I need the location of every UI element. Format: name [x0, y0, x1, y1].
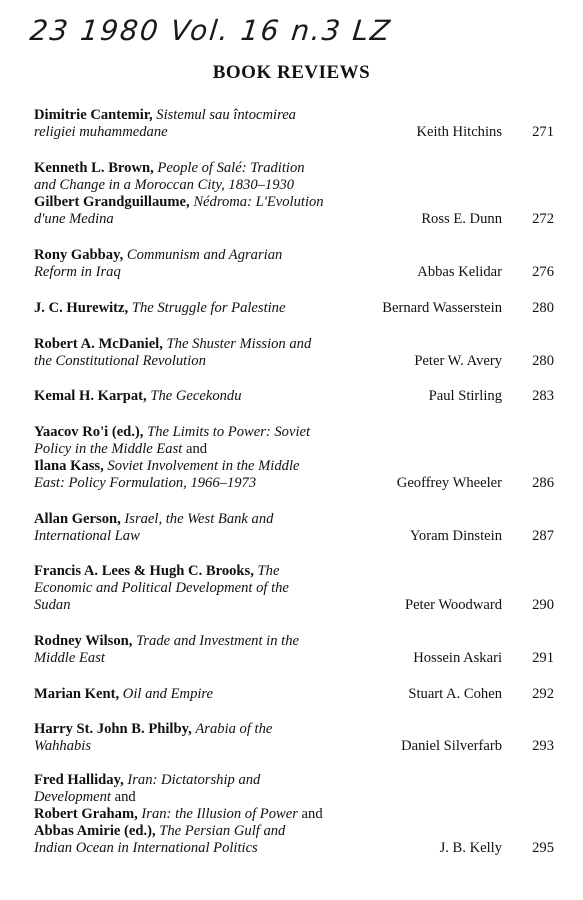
- reviewer-name: Paul Stirling: [428, 388, 502, 404]
- author-name: Robert A. McDaniel,: [34, 336, 167, 352]
- review-book-info: [34, 633, 374, 667]
- review-entry: [34, 247, 564, 281]
- author-name: Rodney Wilson,: [34, 633, 137, 649]
- review-line: [34, 511, 374, 528]
- review-line: [34, 107, 374, 124]
- review-entry: [34, 563, 564, 614]
- book-title: Wahhabis: [34, 738, 92, 754]
- review-book-info: [34, 388, 374, 405]
- book-title: Indian Ocean in International Politics: [34, 840, 258, 856]
- book-title: Iran: Dictatorship and: [127, 772, 261, 788]
- review-book-info: [34, 686, 374, 703]
- reviewer-name: Peter Woodward: [404, 597, 502, 613]
- book-title: Middle East: [34, 650, 105, 666]
- book-title: The Persian Gulf and: [159, 823, 286, 839]
- review-book-info: [34, 424, 374, 492]
- book-title: Economic and Political Development of the: [34, 580, 289, 596]
- review-line: [34, 580, 374, 597]
- book-title: The: [257, 563, 280, 579]
- review-line: [34, 458, 374, 475]
- author-name: Dimitrie Cantemir,: [34, 107, 157, 123]
- author-name: Fred Halliday,: [34, 772, 128, 788]
- book-title: and Change in a Moroccan City, 1830–1930: [34, 177, 295, 193]
- book-title: East: Policy Formulation, 1966–1973: [34, 475, 257, 491]
- review-entry: [34, 511, 564, 545]
- review-entry: [34, 300, 564, 317]
- page-number: 280: [532, 300, 554, 316]
- review-line: [34, 124, 374, 141]
- book-title: The Shuster Mission and: [166, 336, 312, 352]
- review-line: [34, 563, 374, 580]
- reviewer-name: Daniel Silverfarb: [401, 738, 502, 754]
- review-book-info: [34, 511, 374, 545]
- reviewer-name: Abbas Kelidar: [417, 264, 502, 280]
- review-line: [34, 806, 374, 823]
- review-line: [34, 597, 374, 614]
- book-title: Sistemul sau întocmirea: [156, 107, 296, 123]
- review-line: [34, 738, 374, 755]
- review-entry: [34, 160, 564, 228]
- book-title: International Law: [34, 528, 140, 544]
- review-line: [34, 721, 374, 738]
- review-line: [34, 300, 374, 317]
- author-name: Francis A. Lees & Hugh C. Brooks,: [34, 563, 258, 579]
- review-line: [34, 475, 374, 492]
- conjunction: and: [182, 441, 208, 457]
- book-title: the Constitutional Revolution: [34, 353, 206, 369]
- page-number: 280: [532, 353, 554, 369]
- author-name: Rony Gabbay,: [34, 247, 127, 263]
- book-title: The Struggle for Palestine: [131, 300, 286, 316]
- reviewer-name: J. B. Kelly: [439, 840, 502, 856]
- book-title: Sudan: [34, 597, 71, 613]
- book-title: Oil and Empire: [122, 686, 214, 702]
- author-name: J. C. Hurewitz,: [34, 300, 132, 316]
- page-number: 272: [532, 211, 554, 227]
- book-title: Soviet Involvement in the Middle: [107, 458, 300, 474]
- page-number: 271: [532, 124, 554, 140]
- book-title: Policy in the Middle East: [34, 441, 183, 457]
- page-number: 283: [532, 388, 554, 404]
- review-entry: [34, 721, 564, 755]
- book-title: Reform in Iraq: [34, 264, 121, 280]
- review-line: [34, 633, 374, 650]
- handwritten-annotation: 23 1980 Vol. 16 n.3 LZ: [28, 14, 394, 47]
- review-line: [34, 247, 374, 264]
- conjunction: and: [111, 789, 136, 805]
- review-book-info: [34, 336, 374, 370]
- reviewer-name: Hossein Askari: [413, 650, 502, 666]
- author-name: Kenneth L. Brown,: [34, 160, 158, 176]
- author-name: Yaacov Ro'i (ed.),: [34, 424, 148, 440]
- page-number: 293: [532, 738, 554, 754]
- review-line: [34, 211, 374, 228]
- conjunction: and: [297, 806, 323, 822]
- book-title: d'une Medina: [34, 211, 114, 227]
- reviewer-name: Yoram Dinstein: [409, 528, 502, 544]
- review-book-info: [34, 247, 374, 281]
- book-title: Trade and Investment in the: [136, 633, 300, 649]
- author-name: Gilbert Grandguillaume,: [34, 194, 194, 210]
- author-name: Ilana Kass,: [34, 458, 108, 474]
- review-line: [34, 160, 374, 177]
- review-line: [34, 441, 374, 458]
- author-name: Harry St. John B. Philby,: [34, 721, 196, 737]
- book-title: People of Salé: Tradition: [157, 160, 305, 176]
- reviewer-name: Geoffrey Wheeler: [396, 475, 502, 491]
- book-title: Arabia of the: [195, 721, 273, 737]
- book-title: Development: [34, 789, 111, 805]
- review-line: [34, 686, 374, 703]
- book-title: The Limits to Power: Soviet: [147, 424, 311, 440]
- author-name: Abbas Amirie (ed.),: [34, 823, 160, 839]
- author-name: Marian Kent,: [34, 686, 123, 702]
- author-name: Allan Gerson,: [34, 511, 125, 527]
- review-line: [34, 264, 374, 281]
- page-number: 291: [532, 650, 554, 666]
- page-number: 292: [532, 686, 554, 702]
- review-entry: [34, 107, 564, 141]
- book-title: Iran: the Illusion of Power: [141, 806, 298, 822]
- review-entry: [34, 772, 564, 857]
- review-book-info: [34, 107, 374, 141]
- book-title: religiei muhammedane: [34, 124, 168, 140]
- review-line: [34, 194, 374, 211]
- review-line: [34, 177, 374, 194]
- review-line: [34, 424, 374, 441]
- review-line: [34, 528, 374, 545]
- review-line: [34, 823, 374, 840]
- review-entry: [34, 336, 564, 370]
- review-book-info: [34, 563, 374, 614]
- review-line: [34, 353, 374, 370]
- page-number: 287: [532, 528, 554, 544]
- review-line: [34, 789, 374, 806]
- review-line: [34, 772, 374, 789]
- author-name: Robert Graham,: [34, 806, 142, 822]
- review-entry: [34, 686, 564, 703]
- book-title: Israel, the West Bank and: [124, 511, 274, 527]
- book-title: The Gecekondu: [150, 388, 242, 404]
- review-entry: [34, 424, 564, 492]
- reviewer-name: Ross E. Dunn: [421, 211, 502, 227]
- author-name: Kemal H. Karpat,: [34, 388, 151, 404]
- book-title: Nédroma: L'Evolution: [193, 194, 324, 210]
- review-line: [34, 336, 374, 353]
- reviewer-name: Stuart A. Cohen: [408, 686, 502, 702]
- review-line: [34, 650, 374, 667]
- page-number: 286: [532, 475, 554, 491]
- review-entry: [34, 633, 564, 667]
- page-title: BOOK REVIEWS: [212, 62, 371, 83]
- review-book-info: [34, 160, 374, 228]
- reviewer-name: Keith Hitchins: [416, 124, 502, 140]
- review-book-info: [34, 300, 374, 317]
- review-book-info: [34, 772, 374, 857]
- page-number: 295: [532, 840, 554, 856]
- review-entry: [34, 388, 564, 405]
- page-number: 276: [532, 264, 554, 280]
- review-book-info: [34, 721, 374, 755]
- review-line: [34, 840, 374, 857]
- reviewer-name: Peter W. Avery: [414, 353, 502, 369]
- book-title: Communism and Agrarian: [126, 247, 283, 263]
- page-number: 290: [532, 597, 554, 613]
- reviewer-name: Bernard Wasserstein: [382, 300, 502, 316]
- review-line: [34, 388, 374, 405]
